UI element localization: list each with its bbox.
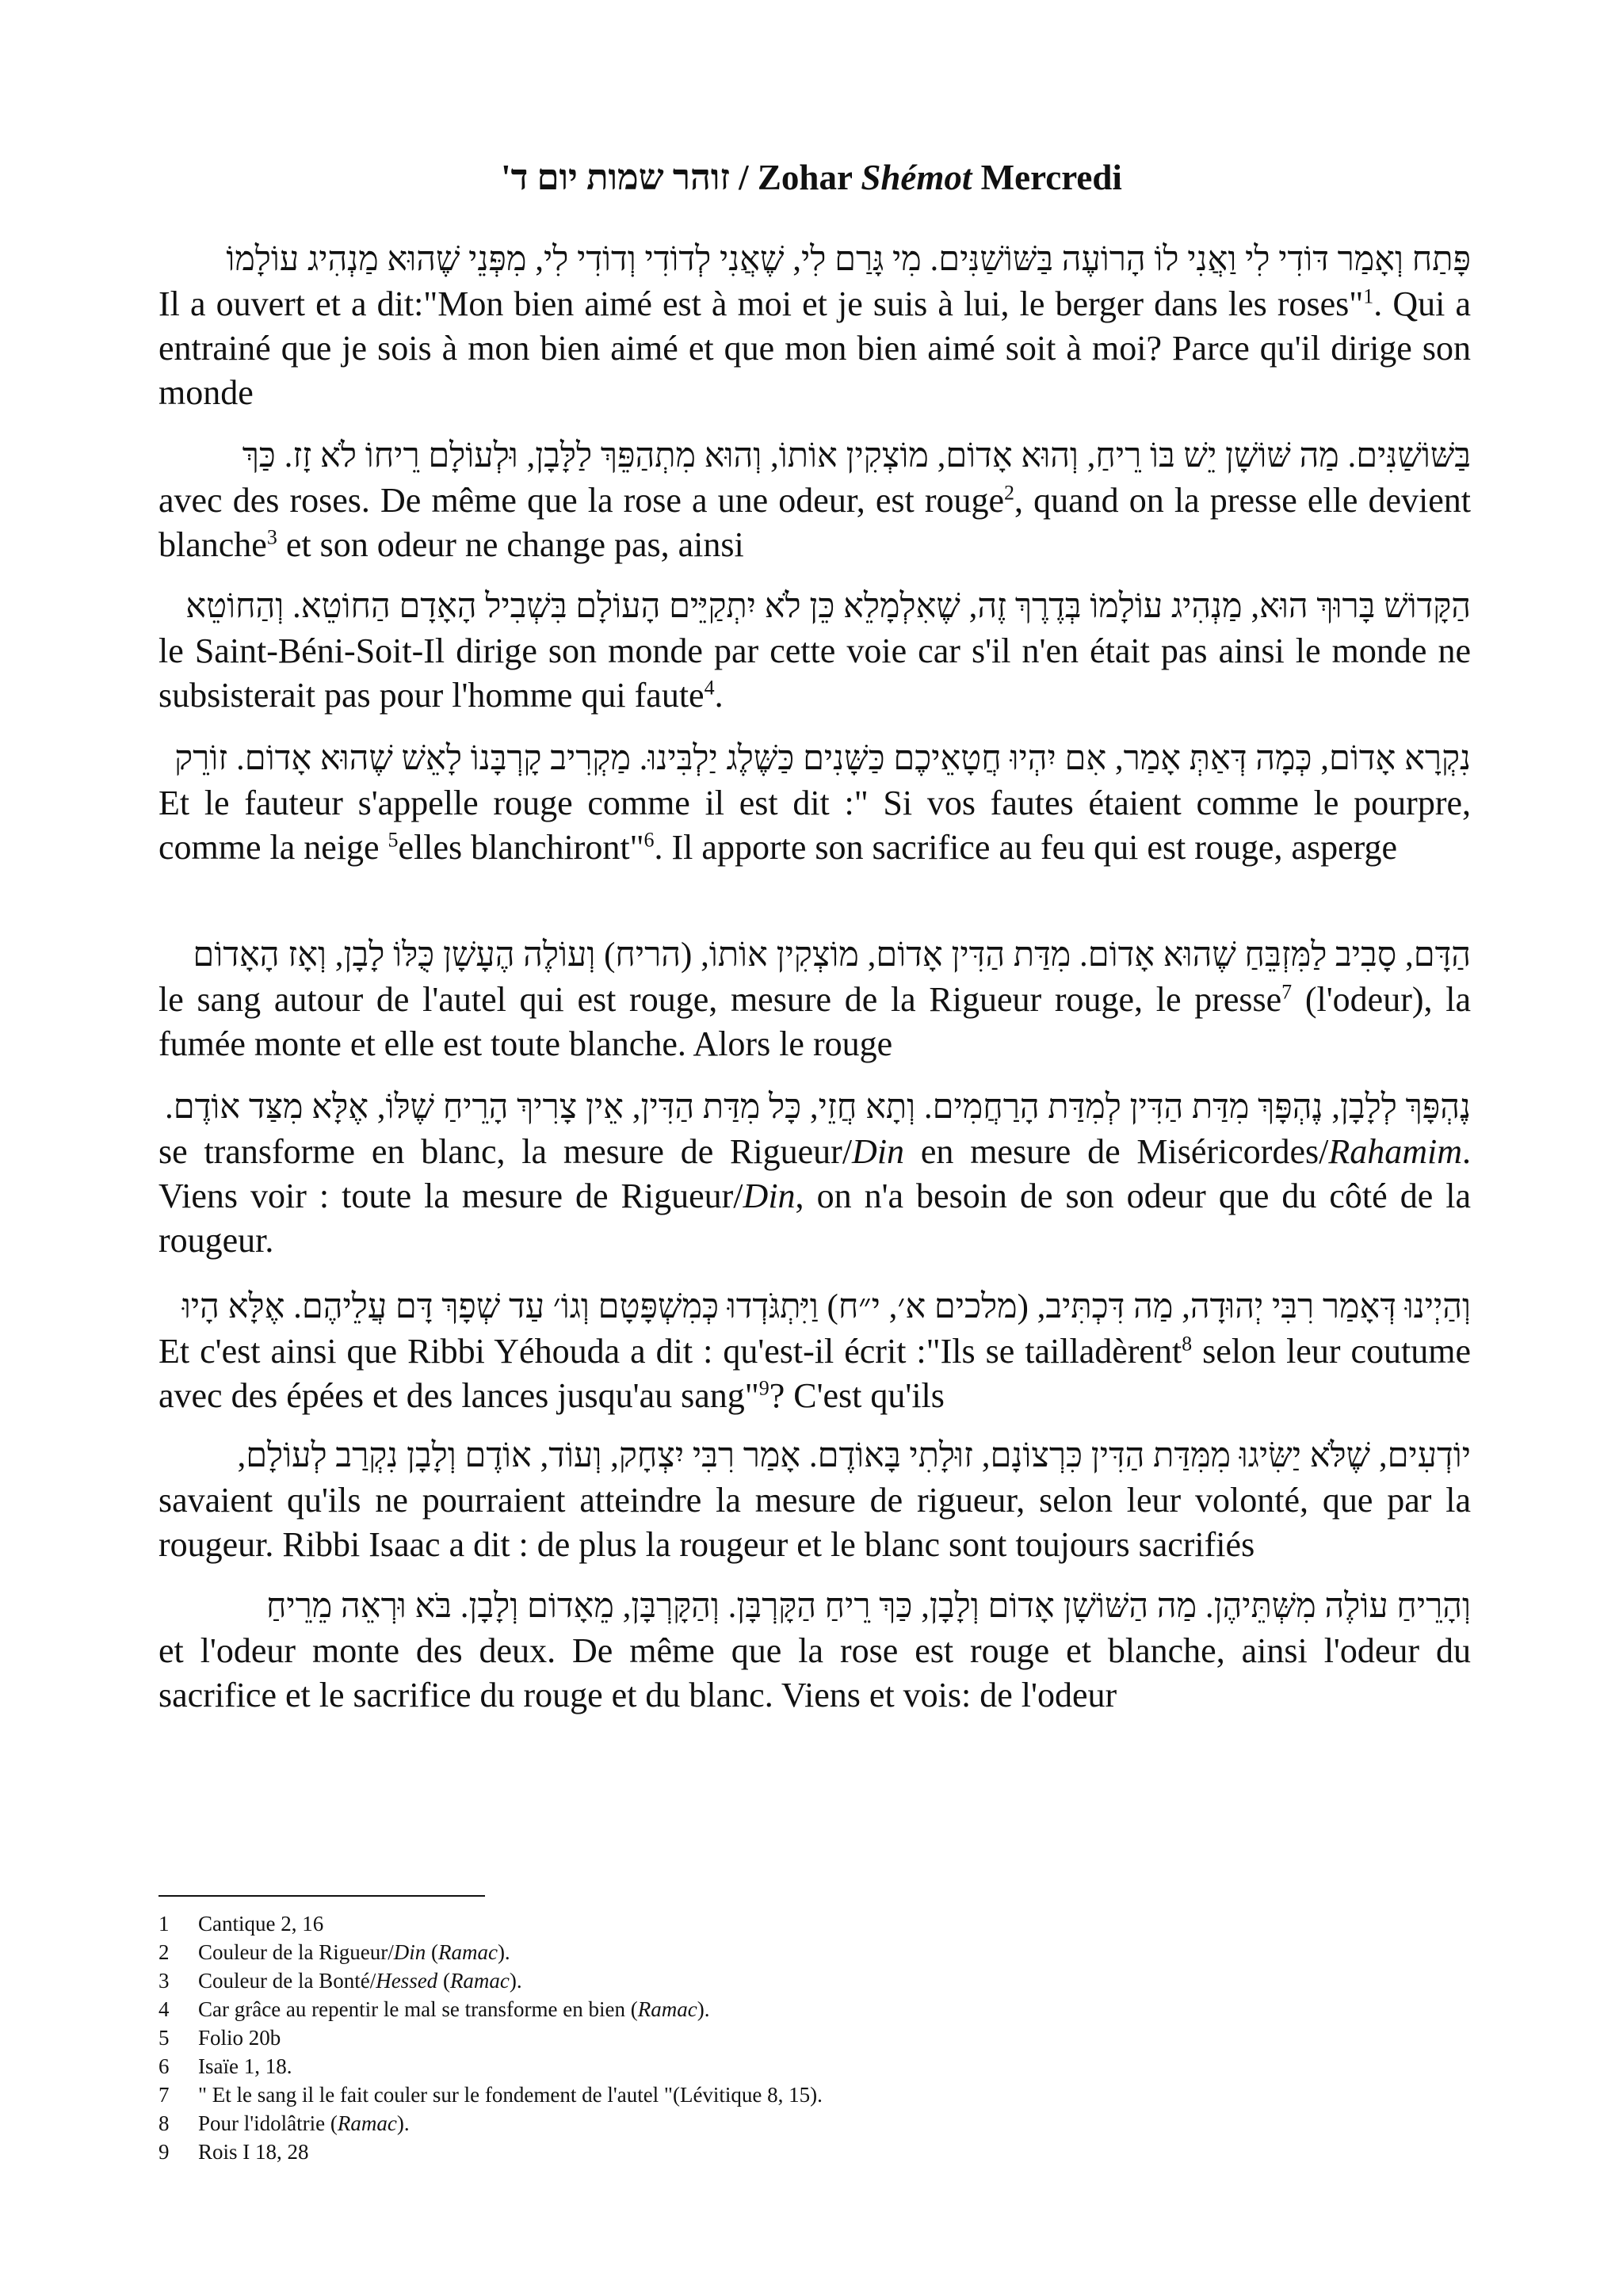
- french-translation: Et c'est ainsi que Ribbi Yéhouda a dit : qu'est-il écrit :"Ils se tailladèrent$^8$ selon leur coutume avec des épées et des lances jusqu'au sang"$^9$? C'est qu'ils: [158, 1332, 1471, 1415]
- title-hebrew: זוהר שמות יום ד': [501, 158, 730, 197]
- french-translation: le Saint-Béni-Soit-Il dirige son monde par cette voie car s'il n'en était pas ainsi le monde ne subsisterait pas pour l'homme qui faute$^4$.: [158, 631, 1471, 715]
- text-block-3: [158, 585, 1471, 718]
- footnote-ref[interactable]: 6: [643, 828, 655, 852]
- footnote-4: 4 Car grâce au repentir le mal se transforme en bien (Ramac).: [158, 1997, 710, 2021]
- footnote-3: 3 Couleur de la Bonté/Hessed (Ramac).: [158, 1969, 522, 1993]
- footnote-ref[interactable]: 9: [758, 1376, 769, 1400]
- hebrew-line: הַקָּדוֹשׁ בָּרוּךְ הוּא, מַנְהִיג עוֹלָמוֹ בְּדֶרֶךְ זֶה, שֶׁאִלְמָלֵא כֵּן לֹא יִתְקַיֵּים הָעוֹלָם בִּשְׁבִיל הָאָדָם הַחוֹטֵא. וְהַחוֹטֵא: [185, 588, 1471, 625]
- text-block-2: [158, 434, 1471, 567]
- hebrew-line: הַדָּם, סָבִיב לַמִּזְבֵּחַ שֶׁהוּא אָדוֹם. מִדַּת הַדִּין אָדוֹם, מוֹצְקִין אוֹתוֹ, (הריח) וְעוֹלֶה הֶעָשָׁן כֻּלּוֹ לָבָן, וְאָז הָאָדוֹם: [193, 936, 1471, 974]
- footnote-ref[interactable]: 4: [704, 676, 715, 700]
- text-block-4: [158, 737, 1471, 870]
- french-translation: et l'odeur monte des deux. De même que la rose est rouge et blanche, ainsi l'odeur du sacrifice et le sacrifice du rouge et du blanc. Viens et vois: de l'odeur: [158, 1631, 1471, 1714]
- french-translation: Et le fauteur s'appelle rouge comme il est dit :" Si vos fautes étaient comme le pourpre, comme la neige $^5$elles blanchiront"$^6$. Il apporte son sacrifice au feu qui est rouge, asperge: [158, 784, 1471, 867]
- footnote-ref[interactable]: 1: [1363, 284, 1374, 308]
- hebrew-line: יוֹדְעִים, שֶׁלֹּא יַשִּׂיגוּ מִמִּדַּת הַדִּין כִּרְצוֹנָם, זוּלָתִי בָּאוֹדֶם. אָמַר רִבִּי יִצְחָק, וְעוֹד, אוֹדֶם וְלָבָן נִקְרַב לְעוֹלָם,: [237, 1437, 1471, 1474]
- footnote-ref[interactable]: 8: [1182, 1332, 1193, 1356]
- french-translation: se transforme en blanc, la mesure de Rigueur/Din en mesure de Miséricordes/Rahamim. Viens voir : toute la mesure de Rigueur/Din, on n'a besoin de son odeur que du côté de la rougeur.: [158, 1132, 1472, 1260]
- footnote-9: 9 Rois I 18, 28: [158, 2140, 309, 2164]
- french-translation: Il a ouvert et a dit:"Mon bien aimé est à moi et je suis à lui, le berger dans les roses"$^1$. Qui a entrainé que je sois à mon bien aimé et que mon bien aimé soit à moi? Parce qu'il dirige son monde: [158, 284, 1472, 412]
- hebrew-line: נֶהְפָּךְ לְלָבָן, נֶהְפָּךְ מִדַּת הַדִּין לְמִדַּת הָרַחֲמִים. וְתָא חֲזֵי, כָּל מִדַּת הַדִּין, אֵין צָרִיךְ הָרֵיחַ שֶׁלּוֹ, אֶלָּא מִצַּד אוֹדֶם.: [165, 1089, 1471, 1126]
- footnote-5: 5 Folio 20b: [158, 2026, 281, 2050]
- footnote-ref[interactable]: 3: [266, 525, 277, 549]
- footnote-6: 6 Isaïe 1, 18.: [158, 2054, 292, 2078]
- hebrew-line: פָּתַח וְאָמַר דּוֹדִי לִי וַאֲנִי לוֹ הָרוֹעֶה בַּשּׁוֹשַׁנִּים. מִי גָּרַם לִי, שֶׁאֲנִי לְדוֹדִי וְדוֹדִי לִי, מִפְּנֵי שֶׁהוּא מַנְהִיג עוֹלָמוֹ: [226, 241, 1471, 278]
- hebrew-line: נִקְרָא אָדוֹם, כְּמָה דְּאַתְּ אָמַר, אִם יִהְיוּ חֲטָאֵיכֶם כַּשָּׁנִים כַּשֶּׁלֶג יַלְבִּינוּ. מַקְרִיב קָרְבָּנוֹ לָאֵשׁ שֶׁהוּא אָדוֹם. זוֹרֵק: [174, 740, 1471, 777]
- footnote-7: 7 " Et le sang il le fait couler sur le fondement de l'autel "(Lévitique 8, 15).: [158, 2083, 823, 2107]
- footnote-ref[interactable]: 2: [1004, 481, 1015, 505]
- text-block-6: [158, 1085, 1471, 1263]
- text-block-5: [158, 933, 1471, 1066]
- text-block-7: [158, 1285, 1471, 1418]
- page-title: [0, 155, 1623, 200]
- title-day: Mercredi: [972, 158, 1122, 197]
- footnotes: [158, 1909, 1426, 2166]
- title-separator: /: [729, 158, 758, 197]
- footnote-ref[interactable]: 7: [1281, 980, 1293, 1004]
- title-shemot: Shémot: [861, 158, 972, 197]
- footnote-8: 8 Pour l'idolâtrie (Ramac).: [158, 2111, 410, 2135]
- french-translation: savaient qu'ils ne pourraient atteindre la mesure de rigueur, selon leur volonté, que par la rougeur. Ribbi Isaac a dit : de plus la rougeur et le blanc sont toujours sacrifiés: [158, 1481, 1471, 1564]
- text-block-9: [158, 1585, 1471, 1718]
- french-translation: le sang autour de l'autel qui est rouge, mesure de la Rigueur rouge, le presse$^7$ (l'odeur), la fumée monte et elle est toute blanche. Alors le rouge: [158, 980, 1471, 1063]
- hebrew-line: וְהָרֵיחַ עוֹלֶה מִשְּׁתֵּיהֶן. מַה הַשּׁוֹשָׁן אָדוֹם וְלָבָן, כַּךְ רֵיחַ הַקָּרְבָּן. וְהַקָּרְבָּן, מֵאָדוֹם וְלָבָן. בֹּא וּרְאֵה מֵרֵיחַ: [265, 1588, 1471, 1625]
- footnote-ref[interactable]: 5: [388, 828, 399, 852]
- hebrew-line: בַּשּׁוֹשַׁנִּים. מַה שּׁוֹשָׁן יֵשׁ בּוֹ רֵיחַ, וְהוּא אָדוֹם, מוֹצְקִין אוֹתוֹ, וְהוּא מִתְהַפֵּךְ לַלָּבָן, וּלְעוֹלָם רֵיחוֹ לֹא זָז. כַּךְ: [242, 437, 1471, 475]
- title-zohar: Zohar: [757, 158, 861, 197]
- footnote-1: 1 Cantique 2, 16: [158, 1912, 324, 1936]
- french-translation: avec des roses. De même que la rose a une odeur, est rouge$^2$, quand on la presse elle devient blanche$^3$ et son odeur ne change pas, ainsi: [158, 481, 1471, 564]
- text-block-1: [158, 238, 1471, 415]
- hebrew-line: וְהַיְינוּ דְּאָמַר רִבִּי יְהוּדָה, מַה דִּכְתִּיב, (מלכים א׳, י״ח) וַיִּתְגֹּדְדוּ כְּמִשְׁפָּטָם וְגוֹ׳ עַד שְׁפָךְ דָּם עֲלֵיהֶם. אֶלָּא הָיוּ: [181, 1288, 1471, 1325]
- text-block-8: [158, 1434, 1471, 1567]
- footnote-2: 2 Couleur de la Rigueur/Din (Ramac).: [158, 1940, 510, 1964]
- footnote-separator: [158, 1895, 485, 1897]
